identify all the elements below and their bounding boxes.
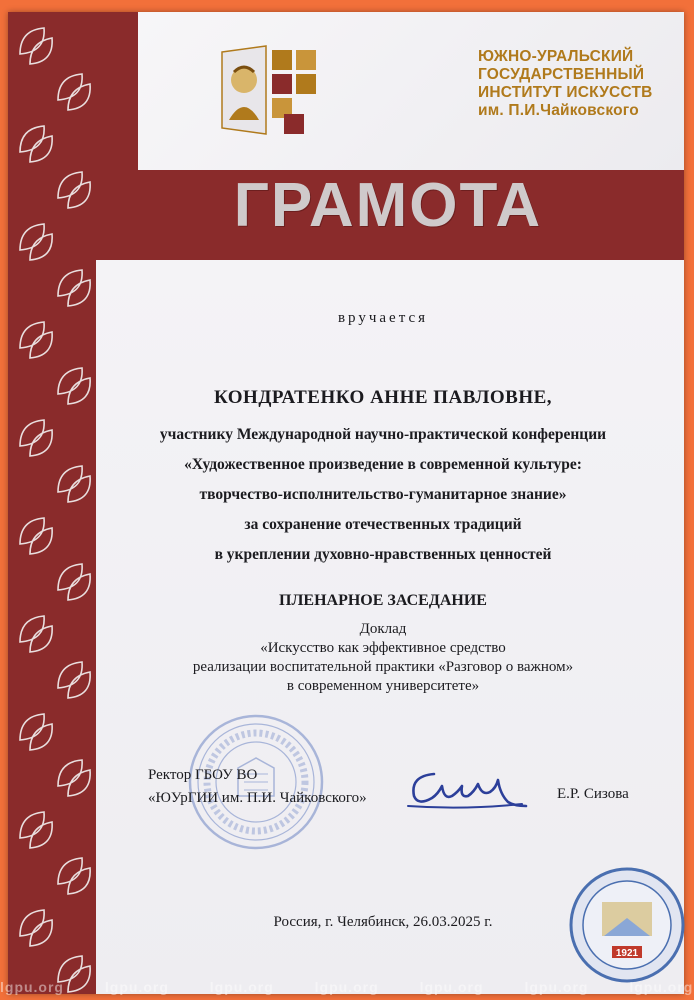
citation-line: творчество-исполнительство-гуманитарное знание»	[199, 486, 567, 503]
seal-year: 1921	[615, 948, 639, 959]
report-line: «Искусство как эффективное средство	[260, 640, 506, 656]
watermark-footer-strip	[0, 974, 694, 1000]
watermark-footer-text: lgpu.org	[629, 979, 694, 995]
leaf-ornament	[58, 466, 90, 502]
watermark-footer-text: lgpu.org	[314, 979, 379, 995]
citation-line: за сохранение отечественных традиций	[244, 516, 522, 533]
watermark-footer-text: lgpu.org	[209, 979, 274, 995]
leaf-ornament	[20, 714, 52, 750]
university-seal-watermark-icon	[568, 866, 686, 984]
watermark-footer-text: lgpu.org	[104, 979, 169, 995]
leaf-ornament	[20, 224, 52, 260]
leaf-ornament	[58, 368, 90, 404]
leaf-ornament	[20, 322, 52, 358]
citation	[100, 420, 666, 570]
institute-logo-icon	[220, 42, 336, 138]
signer-name: Е.Р. Сизова	[557, 786, 629, 802]
watermark-footer-text: lgpu.org	[524, 979, 589, 995]
leaf-ornament	[58, 74, 90, 110]
institute-name-line: ГОСУДАРСТВЕННЫЙ	[478, 66, 645, 83]
leaf-ornament	[20, 812, 52, 848]
leaf-ornament	[58, 662, 90, 698]
institute-name-line: ЮЖНО-УРАЛЬСКИЙ	[478, 48, 634, 65]
leaf-ornament	[58, 270, 90, 306]
report-line: реализации воспитательной практики «Разговор о важном»	[192, 659, 574, 675]
rector-line: Ректор ГБОУ ВО	[148, 767, 258, 783]
citation-line: участнику Международной научно-практической конференции	[159, 426, 607, 443]
institute-name-line: им. П.И.Чайковского	[478, 102, 639, 119]
leaf-pattern-decoration	[8, 12, 108, 994]
leaf-ornament	[20, 420, 52, 456]
leaf-ornament	[58, 564, 90, 600]
leaf-ornament	[20, 126, 52, 162]
leaf-ornament	[20, 28, 52, 64]
rector-line: «ЮУрГИИ им. П.И. Чайковского»	[148, 790, 367, 806]
watermark-footer-text: lgpu.org	[419, 979, 484, 995]
leaf-ornament	[20, 518, 52, 554]
plenary-heading: ПЛЕНАРНОЕ ЗАСЕДАНИЕ	[279, 592, 487, 609]
leaf-ornament	[20, 910, 52, 946]
citation-line: в укреплении духовно-нравственных ценностей	[214, 546, 552, 563]
leaf-ornament	[58, 760, 90, 796]
institute-name-line: ИНСТИТУТ ИСКУССТВ	[478, 84, 653, 101]
recipient-name: КОНДРАТЕНКО АННЕ ПАВЛОВНЕ,	[213, 387, 553, 408]
watermark-footer-text: lgpu.org	[0, 979, 64, 995]
place-and-date: Россия, г. Челябинск, 26.03.2025 г.	[273, 914, 493, 930]
report-block	[100, 620, 666, 696]
rector-block	[148, 764, 367, 810]
leaf-ornament	[58, 858, 90, 894]
leaf-ornament	[58, 172, 90, 208]
report-line: в современном университете»	[286, 678, 480, 694]
institute-name	[478, 48, 678, 120]
report-line: Доклад	[359, 621, 407, 637]
citation-line: «Художественное произведение в современной культуре:	[184, 456, 582, 473]
awarded-label: вручается	[337, 310, 429, 326]
document-title: ГРАМОТА	[233, 171, 543, 240]
leaf-ornament	[20, 616, 52, 652]
handwritten-signature	[404, 766, 528, 818]
